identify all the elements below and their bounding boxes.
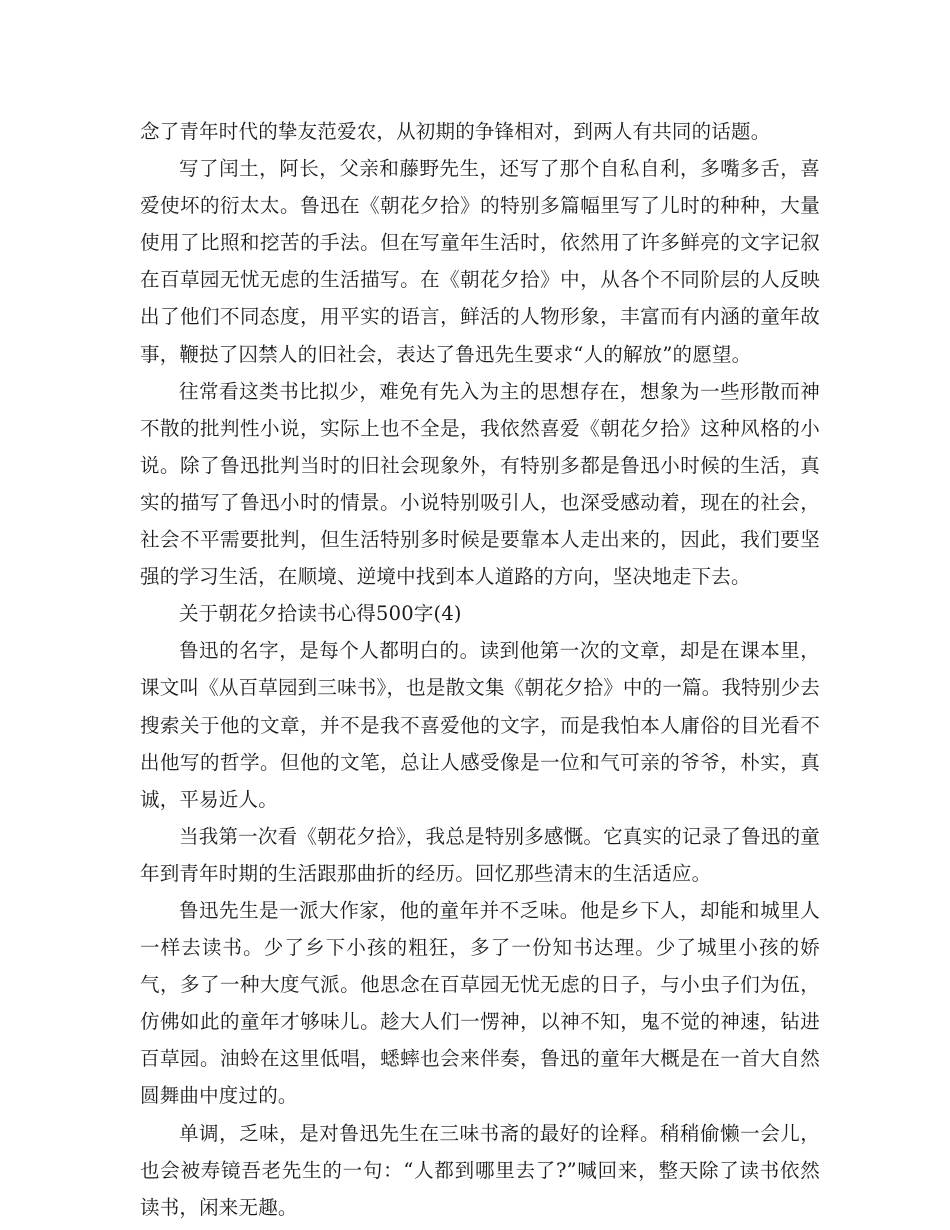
document-body (140, 113, 820, 1226)
section-heading: 关于朝花夕拾读书心得500字(4) (179, 602, 462, 626)
paragraph: 往常看这类书比拟少，难免有先入为主的思想存在，想象为一些形散而神不散的批判性小说，实际上也不全是，我依然喜爱《朝花夕拾》这种风格的小说。除了鲁迅批判当时的旧社会现象外，有特别多都是鲁迅小时候的生活，真实的描写了鲁迅小时的情景。小说特别吸引人，也深受感动着，现在的社会，社会不平需要批判，但生活特别多时候是要靠本人走出来的，因此，我们要坚强的学习生活，在顺境、逆境中找到本人道路的方向，坚决地走下去。 (140, 379, 820, 589)
paragraph: 写了闰土，阿长，父亲和藤野先生，还写了那个自私自利，多嘴多舌，喜爱使坏的衍太太。鲁迅在《朝花夕拾》的特别多篇幅里写了儿时的种种，大量使用了比照和挖苦的手法。但在写童年生活时，依然用了许多鲜亮的文字记叙在百草园无忧无虑的生活描写。在《朝花夕拾》中，从各个不同阶层的人反映出了他们不同态度，用平实的语言，鲜活的人物形象，丰富而有内涵的童年故事，鞭挞了囚禁人的旧社会，表达了鲁迅先生要求“人的解放”的愿望。 (140, 157, 820, 366)
paragraph: 鲁迅的名字，是每个人都明白的。读到他第一次的文章，却是在课本里，课文叫《从百草园到三味书》，也是散文集《朝花夕拾》中的一篇。我特别少去搜索关于他的文章，并不是我不喜爱他的文字，而是我怕本人庸俗的目光看不出他写的哲学。但他的文笔，总让人感受像是一位和气可亲的爷爷，朴实，真诚，平易近人。 (140, 639, 820, 811)
paragraph-continuation: 念了青年时代的挚友范爱农，从初期的争锋相对，到两人有共同的话题。 (140, 120, 771, 143)
paragraph: 鲁迅先生是一派大作家，他的童年并不乏味。他是乡下人，却能和城里人一样去读书。少了乡下小孩的粗狂，多了一份知书达理。少了城里小孩的娇气，多了一种大度气派。他思念在百草园无忧无虑的日子，与小虫子们为伍，仿佛如此的童年才够味儿。趁大人们一愣神，以神不知，鬼不觉的神速，钻进百草园。油蛉在这里低唱，蟋蟀也会来伴奏，鲁迅的童年大概是在一首大自然圆舞曲中度过的。 (140, 898, 820, 1108)
paragraph: 当我第一次看《朝花夕拾》，我总是特别多感慨。它真实的记录了鲁迅的童年到青年时期的生活跟那曲折的经历。回忆那些清末的生活适应。 (140, 824, 820, 885)
paragraph: 单调，乏味，是对鲁迅先生在三味书斋的最好的诠释。稍稍偷懒一会儿，也会被寿镜吾老先生的一句：“人都到哪里去了?”喊回来，整天除了读书依然读书，闲来无趣。 (140, 1121, 820, 1219)
